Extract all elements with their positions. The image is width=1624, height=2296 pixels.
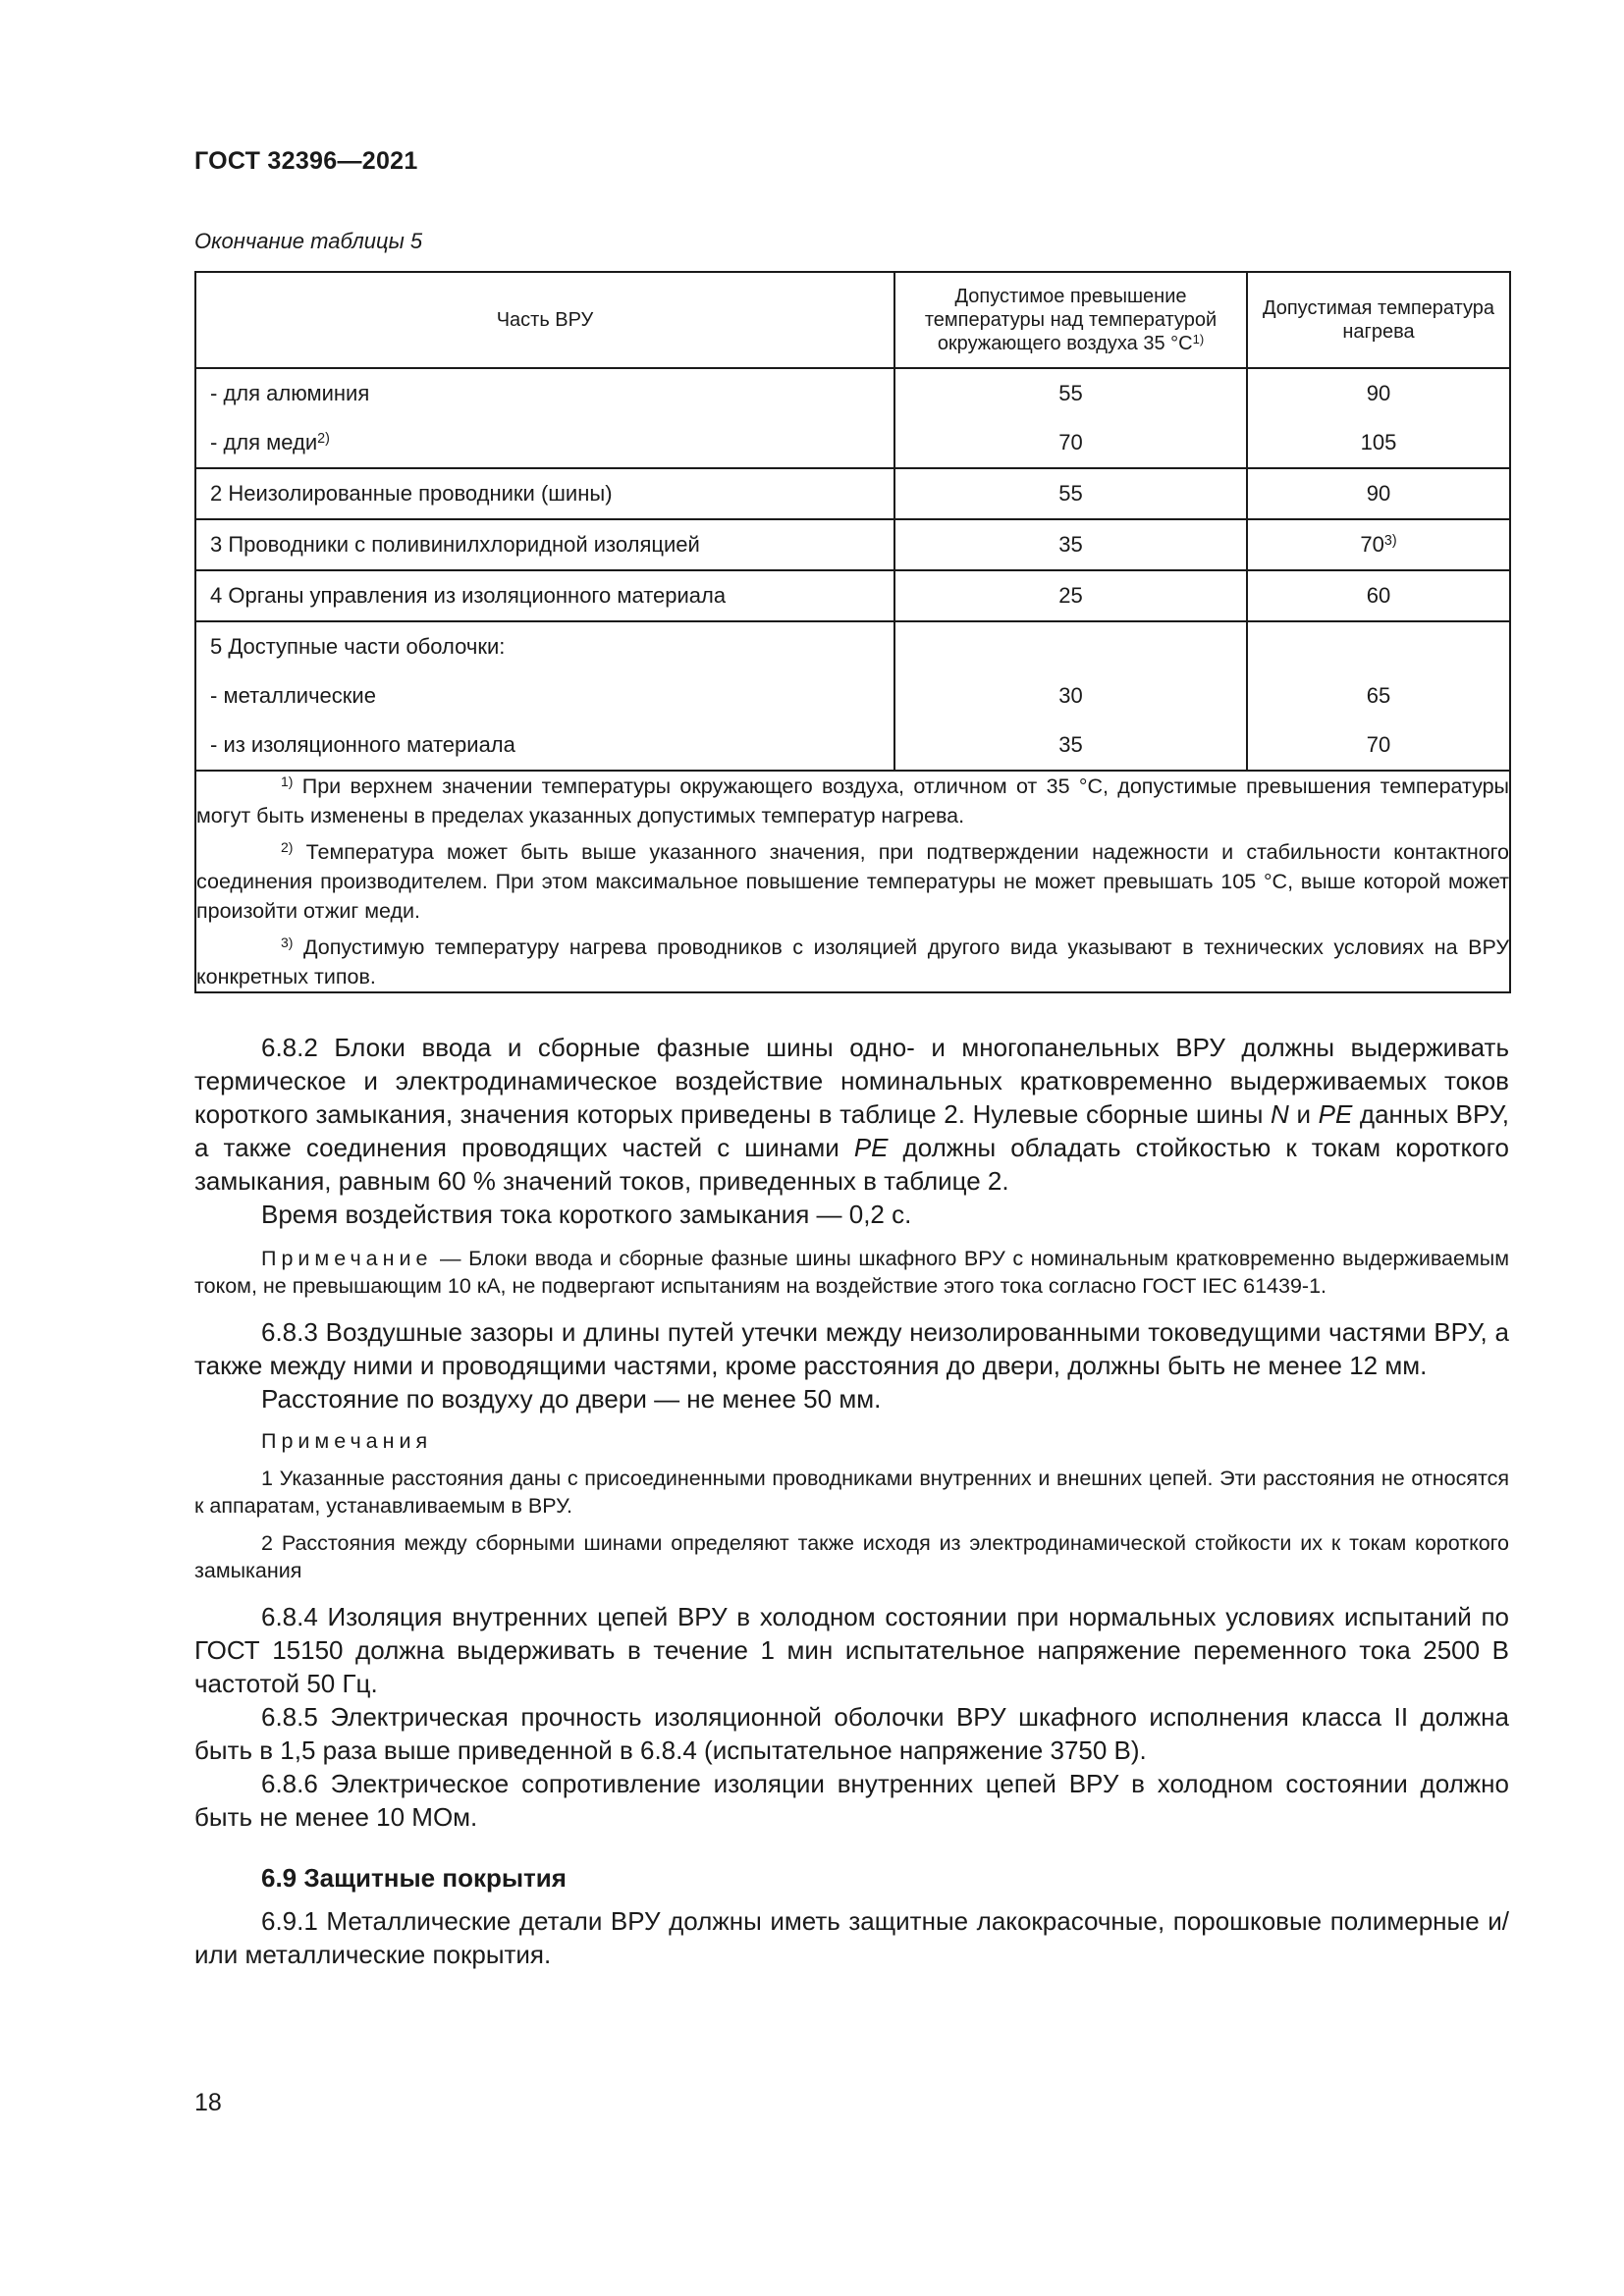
page-number: 18 (194, 2089, 222, 2116)
bus-pe-label: PE (853, 1133, 889, 1162)
table-footnote: $^{1)}$ При верхнем значении температуры окружающего воздуха, отличном от 35 °С, допустимые превышения температуры могут быть изменены в пределах указанных допустимых температур нагрева. (196, 774, 1509, 828)
footnote-mark: 2) (281, 839, 294, 856)
cell-line: 90 (1366, 481, 1391, 506)
cell-temp (1247, 570, 1510, 621)
cell-rise (894, 368, 1247, 468)
table-footnotes-row (195, 771, 1510, 992)
table-body (195, 368, 1510, 771)
paragraph-short-circuit-time: Время воздействия тока короткого замыкания — 0,2 с. (261, 1200, 912, 1229)
header-part: Часть ВРУ (195, 272, 894, 368)
table-row (195, 468, 1510, 519)
cell-line: 55 (1058, 481, 1083, 506)
cell-temp (1247, 621, 1510, 771)
paragraph-6-8-4: 6.8.4 Изоляция внутренних цепей ВРУ в холодном состоянии при нормальных условиях испытаний по ГОСТ 15150 должна выдерживать в течение 1 мин испытательное напряжение переменного тока 2500 В частотой 50 Гц. (194, 1602, 1509, 1698)
table-row (195, 519, 1510, 570)
document-header: ГОСТ 32396—2021 (194, 147, 418, 175)
cell-line: 35 (1058, 532, 1083, 557)
header-temperature: Допустимая температура нагрева (1247, 272, 1510, 368)
cell-line (895, 622, 1246, 671)
note-label: Примечание (261, 1247, 433, 1270)
cell-line: 65 (1366, 683, 1391, 708)
footnote-ref: 1) (1192, 331, 1205, 347)
footnote-mark: 3) (281, 934, 294, 951)
footnote-mark: 1) (281, 774, 294, 790)
table-footnotes (195, 771, 1510, 992)
cell-line: - для алюминия (210, 381, 370, 405)
section-heading-6-9: 6.9 Защитные покрытия (261, 1863, 567, 1893)
cell-line: 5 Доступные части оболочки: (210, 634, 506, 659)
cell-line: 90 (1366, 381, 1391, 405)
cell-line: 70$^{3)}$ (1360, 532, 1397, 557)
table-header-row (195, 272, 1510, 368)
cell-line (1248, 622, 1509, 671)
paragraph-6-8-6: 6.8.6 Электрическое сопротивление изоляции внутренних цепей ВРУ в холодном состоянии должно быть не менее 10 МОм. (194, 1769, 1509, 1832)
table-row (195, 621, 1510, 771)
table-footnote: $^{3)}$ Допустимую температуру нагрева проводников с изоляцией другого вида указывают в технических условиях на ВРУ конкретных типов. (196, 934, 1509, 988)
bus-n-label: N (1271, 1099, 1289, 1129)
paragraph-6-9-1: 6.9.1 Металлические детали ВРУ должны иметь защитные лакокрасочные, порошковые полимерные и/или металлические покрытия. (194, 1906, 1509, 1969)
cell-temp (1247, 368, 1510, 468)
cell-temp (1247, 468, 1510, 519)
cell-line: 105 (1360, 430, 1397, 454)
cell-part (195, 468, 894, 519)
cell-rise (894, 519, 1247, 570)
footnote-ref: 3) (1383, 532, 1397, 549)
paragraph-6-8-3: 6.8.3 Воздушные зазоры и длины путей утечки между неизолированными токоведущими частями ВРУ, а также между ними и проводящими частями, кроме расстояния до двери, должны быть не менее 12 мм. (194, 1317, 1509, 1380)
bus-pe-label: PE (1318, 1099, 1353, 1129)
table-caption: Окончание таблицы 5 (194, 229, 423, 253)
cell-rise (894, 621, 1247, 771)
cell-line: 3 Проводники с поливинилхлоридной изоляцией (210, 532, 700, 557)
table-footnote: $^{2)}$ Температура может быть выше указанного значения, при подтверждении надежности и стабильности контактного соединения производителем. При этом максимальное повышение температуры не может превышать 105 °С, выше которой может произойти отжиг меди. (196, 839, 1509, 923)
cell-line: - металлические (210, 683, 376, 708)
header-temperature-rise: Допустимое превышение температуры над температурой окружающего воздуха 35 $^\circ С^{1)}$ (894, 272, 1247, 368)
paragraph-door-distance: Расстояние по воздуху до двери — не менее 50 мм. (261, 1384, 882, 1414)
note-item-2: 2 Расстояния между сборными шинами определяют также исходя из электродинамической стойкости их к токам короткого замыкания (194, 1531, 1509, 1582)
cell-line: - из изоляционного материала (210, 732, 515, 757)
cell-part (195, 519, 894, 570)
cell-rise (894, 468, 1247, 519)
cell-line: - для меди$^{2)}$ (210, 430, 330, 454)
cell-line: 25 (1058, 583, 1083, 608)
cell-part (195, 570, 894, 621)
body-text (194, 1031, 1509, 1971)
cell-line: 60 (1366, 583, 1391, 608)
notes-title: Примечания (261, 1429, 433, 1453)
cell-line: 2 Неизолированные проводники (шины) (210, 481, 613, 506)
cell-rise (894, 570, 1247, 621)
cell-temp (1247, 519, 1510, 570)
table-row (195, 368, 1510, 468)
paragraph-6-8-5: 6.8.5 Электрическая прочность изоляционной оболочки ВРУ шкафного исполнения класса II должна быть в 1,5 раза выше приведенной в 6.8.4 (испытательное напряжение 3750 В). (194, 1702, 1509, 1765)
paragraph-6-8-2: 6.8.2 Блоки ввода и сборные фазные шины одно- и многопанельных ВРУ должны выдерживать термическое и электродинамическое воздействие номинальных кратковременно выдерживаемых токов короткого замыкания, значения которых приведены в таблице 2. Нулевые сборные шины N и PE данных ВРУ, а также соединения проводящих частей с шинами PE должны обладать стойкостью к токам короткого замыкания, равным 60 % значений токов, приведенных в таблице 2. (194, 1033, 1509, 1196)
cell-line: 70 (1058, 430, 1083, 454)
cell-line: 35 (1058, 732, 1083, 757)
cell-line: 55 (1058, 381, 1083, 405)
note-blocks: Примечание — Блоки ввода и сборные фазные шины шкафного ВРУ с номинальным кратковременно выдерживаемым током, не превышающим 10 кА, не подвергают испытаниям на воздействие этого тока согласно ГОСТ IEC 61439-1. (194, 1247, 1509, 1298)
footnote-ref: 2) (317, 430, 330, 447)
table-row (195, 570, 1510, 621)
table-5 (194, 271, 1511, 993)
cell-line: 30 (1058, 683, 1083, 708)
note-item-1: 1 Указанные расстояния даны с присоединенными проводниками внутренних и внешних цепей. Эти расстояния не относятся к аппаратам, устанавливаемым в ВРУ. (194, 1467, 1509, 1518)
cell-part (195, 621, 894, 771)
cell-part (195, 368, 894, 468)
cell-line: 70 (1366, 732, 1391, 757)
cell-line: 4 Органы управления из изоляционного материала (210, 583, 727, 608)
